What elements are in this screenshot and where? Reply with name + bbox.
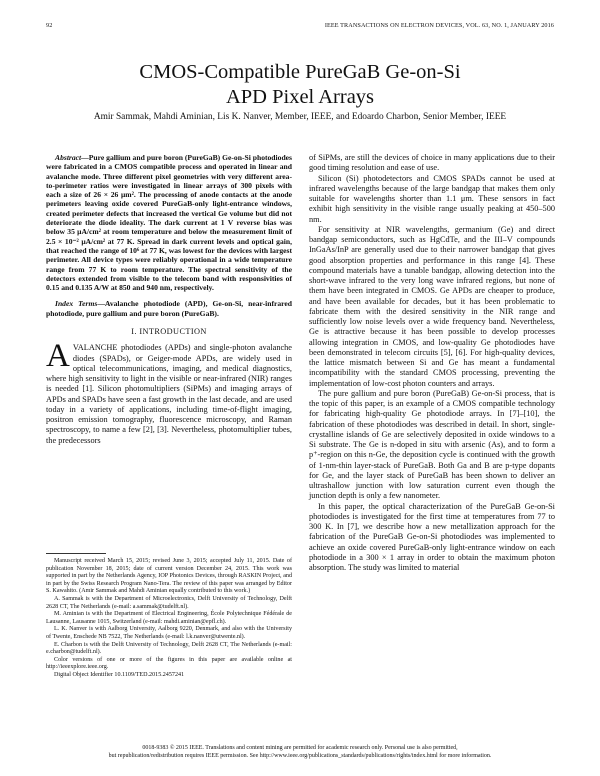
copyright-footer: [46, 744, 554, 760]
abstract-lead: Abstract: [55, 153, 82, 162]
footer-line-1: 0018-9383 © 2015 IEEE. Translations and content mining are permitted for academic research only. Personal use is also permitted,: [142, 745, 458, 751]
footnote: E. Charbon is with the Delft University of Technology, Delft 2628 CT, The Netherlands (e-mail: e.charbon@tudelft.nl).: [46, 641, 292, 656]
intro-first-word: VALANCHE: [72, 343, 118, 353]
drop-cap: A: [46, 338, 70, 375]
footnote: Digital Object Identifier 10.1109/TED.2015.2457241: [54, 671, 185, 678]
title-line-1: CMOS-Compatible PureGaB Ge-on-Si: [139, 61, 461, 83]
author-list: Amir Sammak, Mahdi Aminian, Lis K. Nanver, Member, IEEE, and Edoardo Charbon, Senior Member, IEEE: [93, 112, 507, 122]
body-paragraph: The pure gallium and pure boron (PureGaB) Ge-on-Si process, that is the topic of this paper, is an example of a CMOS compatible technology for fabricating high-quality Ge photodiode arrays. In [7]–[10], the fabrication of these photodiodes was described in detail. In short, single-crystalline islands of Ge are selectively deposited in oxide windows to a Si substrate. The Ge is n-doped in situ with arsenic (As), and to form a p⁺-region on this n-Ge, the deposition cycle is continued with the growth of 1-nm-thin layer-stack of PureGaB. Both Ga and B are p-type dopants for Ge, and the layer stack of PureGaB has been shown to deliver an ultrashallow junction with low saturation current even though the junction depth is only a few nanometer.: [309, 388, 555, 501]
footnote: A. Sammak is with the Department of Microelectronics, Delft University of Technology, Delft 2628 CT, The Netherlands (e-mail: a.sammak@tudelft.nl).: [46, 595, 292, 610]
left-column: [46, 153, 292, 446]
index-terms: [46, 299, 292, 318]
title-line-2: APD Pixel Arrays: [225, 86, 375, 108]
body-paragraph: of SiPMs, are still the devices of choice in many applications due to their good timing resolution and ease of use.: [309, 153, 555, 173]
body-paragraph: For sensitivity at NIR wavelengths, germanium (Ge) and direct bandgap semiconductors, such as HgCdTe, and the III–V compounds InGaAs/InP are generally used due to their narrower bandgap that gives good absorption properties and performance in this range [4]. These compound materials have a tunable bandgap, allowing detection into the short-wave infrared to the very long wave infrared regions, but none of them have been integrated in CMOS. Ge APDs are cheaper to produce, and have been available for decades, but it has been problematic to fabricate them with the desired sensitivity in the NIR range and sufficiently low noise levels over a wide frequency band. Nevertheless, Ge is attractive because it has been possible to develop processes allowing integration in CMOS, and low-quality Ge photodiodes have been demonstrated in telecom circuits [5], [6]. For high-quality devices, the lattice mismatch between Si and Ge has meant a fundamental incompatibility with the standard CMOS processing, preventing the implementation of low-cost photon counters and arrays.: [309, 224, 555, 388]
footnote: M. Aminian is with the Department of Electrical Engineering, École Polytechnique Fédérale de Lausanne, Lausanne 1015, Switzerland (e-mail: mahdi.aminian@epfl.ch).: [46, 611, 292, 625]
intro-text: photodiodes (APDs) and single-photon avalanche diodes (SPADs), or Geiger-mode APDs, are widely used in optical telecommunications, imaging, and medical diagnostics, where high sensitivity to light in the visible or near-infrared (NIR) ranges is needed [1]. Silicon photomultipliers (SiPMs) and imaging arrays of APDs and SPADs have seen a fast growth in the last decade, and are used today in a variety of applications, including time-of-flight imaging, positron emission tomography, fluorescence microscopy, and Raman spectroscopy, to name a few [2], [3]. Nevertheless, photomultiplier tubes, the predecessors: [46, 343, 292, 445]
journal-header: IEEE TRANSACTIONS ON ELECTRON DEVICES, VOL. 63, NO. 1, JANUARY 2016: [324, 22, 554, 29]
footnote: Manuscript received March 15, 2015; revised June 3, 2015; accepted July 11, 2015. Date of publication November 18, 2015; date of current version December 24, 2015. This work was supported in part by the Netherlands Agency, IOP Photonics Devices, through RASKIN Project, and in part by the Swiss Research Program Nano-Tera. The review of this paper was arranged by Editor S. Kawahito. (Amir Sammak and Mahdi Aminian equally contributed to this work.): [46, 558, 292, 595]
running-header: [46, 22, 554, 32]
body-paragraph: In this paper, the optical characterization of the PureGaB Ge-on-Si photodiodes is investigated for the first time at temperatures from 77 to 300 K. In [7], we describe how a new metallization approach for the fabrication of the PureGaB Ge-on-Si photodiodes was implemented to achieve an oxide covered PureGaB-only light-entrance window on each photodiode in a 300 × 1 array in order to obtain the maximum photon absorption. The study was limited to material: [309, 501, 555, 572]
footnote-rule: [46, 553, 106, 554]
footnote: L. K. Nanver is with Aalborg University, Aalborg 9220, Denmark, and also with the University of Twente, Enschede NB 7522, The Netherlands (e-mail: l.k.nanver@utwente.nl).: [46, 626, 292, 640]
abstract-text: —Pure gallium and pure boron (PureGaB) Ge-on-Si photodiodes were fabricated in a CMOS compatible process and operated in linear and avalanche mode. Three different pixel geometries with very different area-to-perimeter ratios were investigated in linear arrays of 300 pixels with each a size of 26 × 26 μm². The processing of anode contacts at the anode perimeters leaving oxide covered PureGaB-only light-entrance windows, created perimeter defects that increased the vertical Ge volume but did not deteriorate the diode ideality. The dark current at 1 V reverse bias was below 35 μA/cm² at room temperature and below the measurement limit of 2.5 × 10⁻² μA/cm² at 77 K. Spread in dark current levels and optical gain, that reached the range of 10⁶ at 77 K, was lowest for the devices with largest perimeter. All device types were reliably operational in a wide temperature range from 77 K to room temperature. The spectral sensitivity of the detectors extended from visible to the telecom band with responsivities of 0.15 and 0.135 A/W at 850 and 940 nm, respectively.: [46, 153, 292, 293]
section-heading: I. INTRODUCTION: [131, 327, 207, 337]
intro-paragraph: [46, 338, 292, 446]
page-number: 92: [46, 22, 53, 29]
footnote: Color versions of one or more of the figures in this paper are available online at http://ieeexplore.ieee.org.: [46, 656, 292, 671]
right-column: [309, 153, 555, 573]
index-terms-lead: Index Terms: [55, 299, 98, 309]
abstract: [46, 153, 292, 292]
body-paragraph: Silicon (Si) photodetectors and CMOS SPADs cannot be used at infrared wavelengths because of the large bandgap that makes them only suitable for wavelengths shorter than 1.1 μm. These sensors in fact exhibit high sensitivity in the visible range usually peaking at 450–500 nm.: [309, 173, 555, 224]
footer-line-2: but republication/redistribution requires IEEE permission. See http://www.ieee.org/publications_standards/publications/rights/index.html for more information.: [108, 753, 492, 759]
paper-title: [0, 60, 600, 110]
index-terms-text: —Avalanche photodiode (APD), Ge-on-Si, near-infrared photodiode, pure gallium and pure boron (PureGaB).: [46, 299, 293, 318]
footnotes: [46, 558, 292, 680]
